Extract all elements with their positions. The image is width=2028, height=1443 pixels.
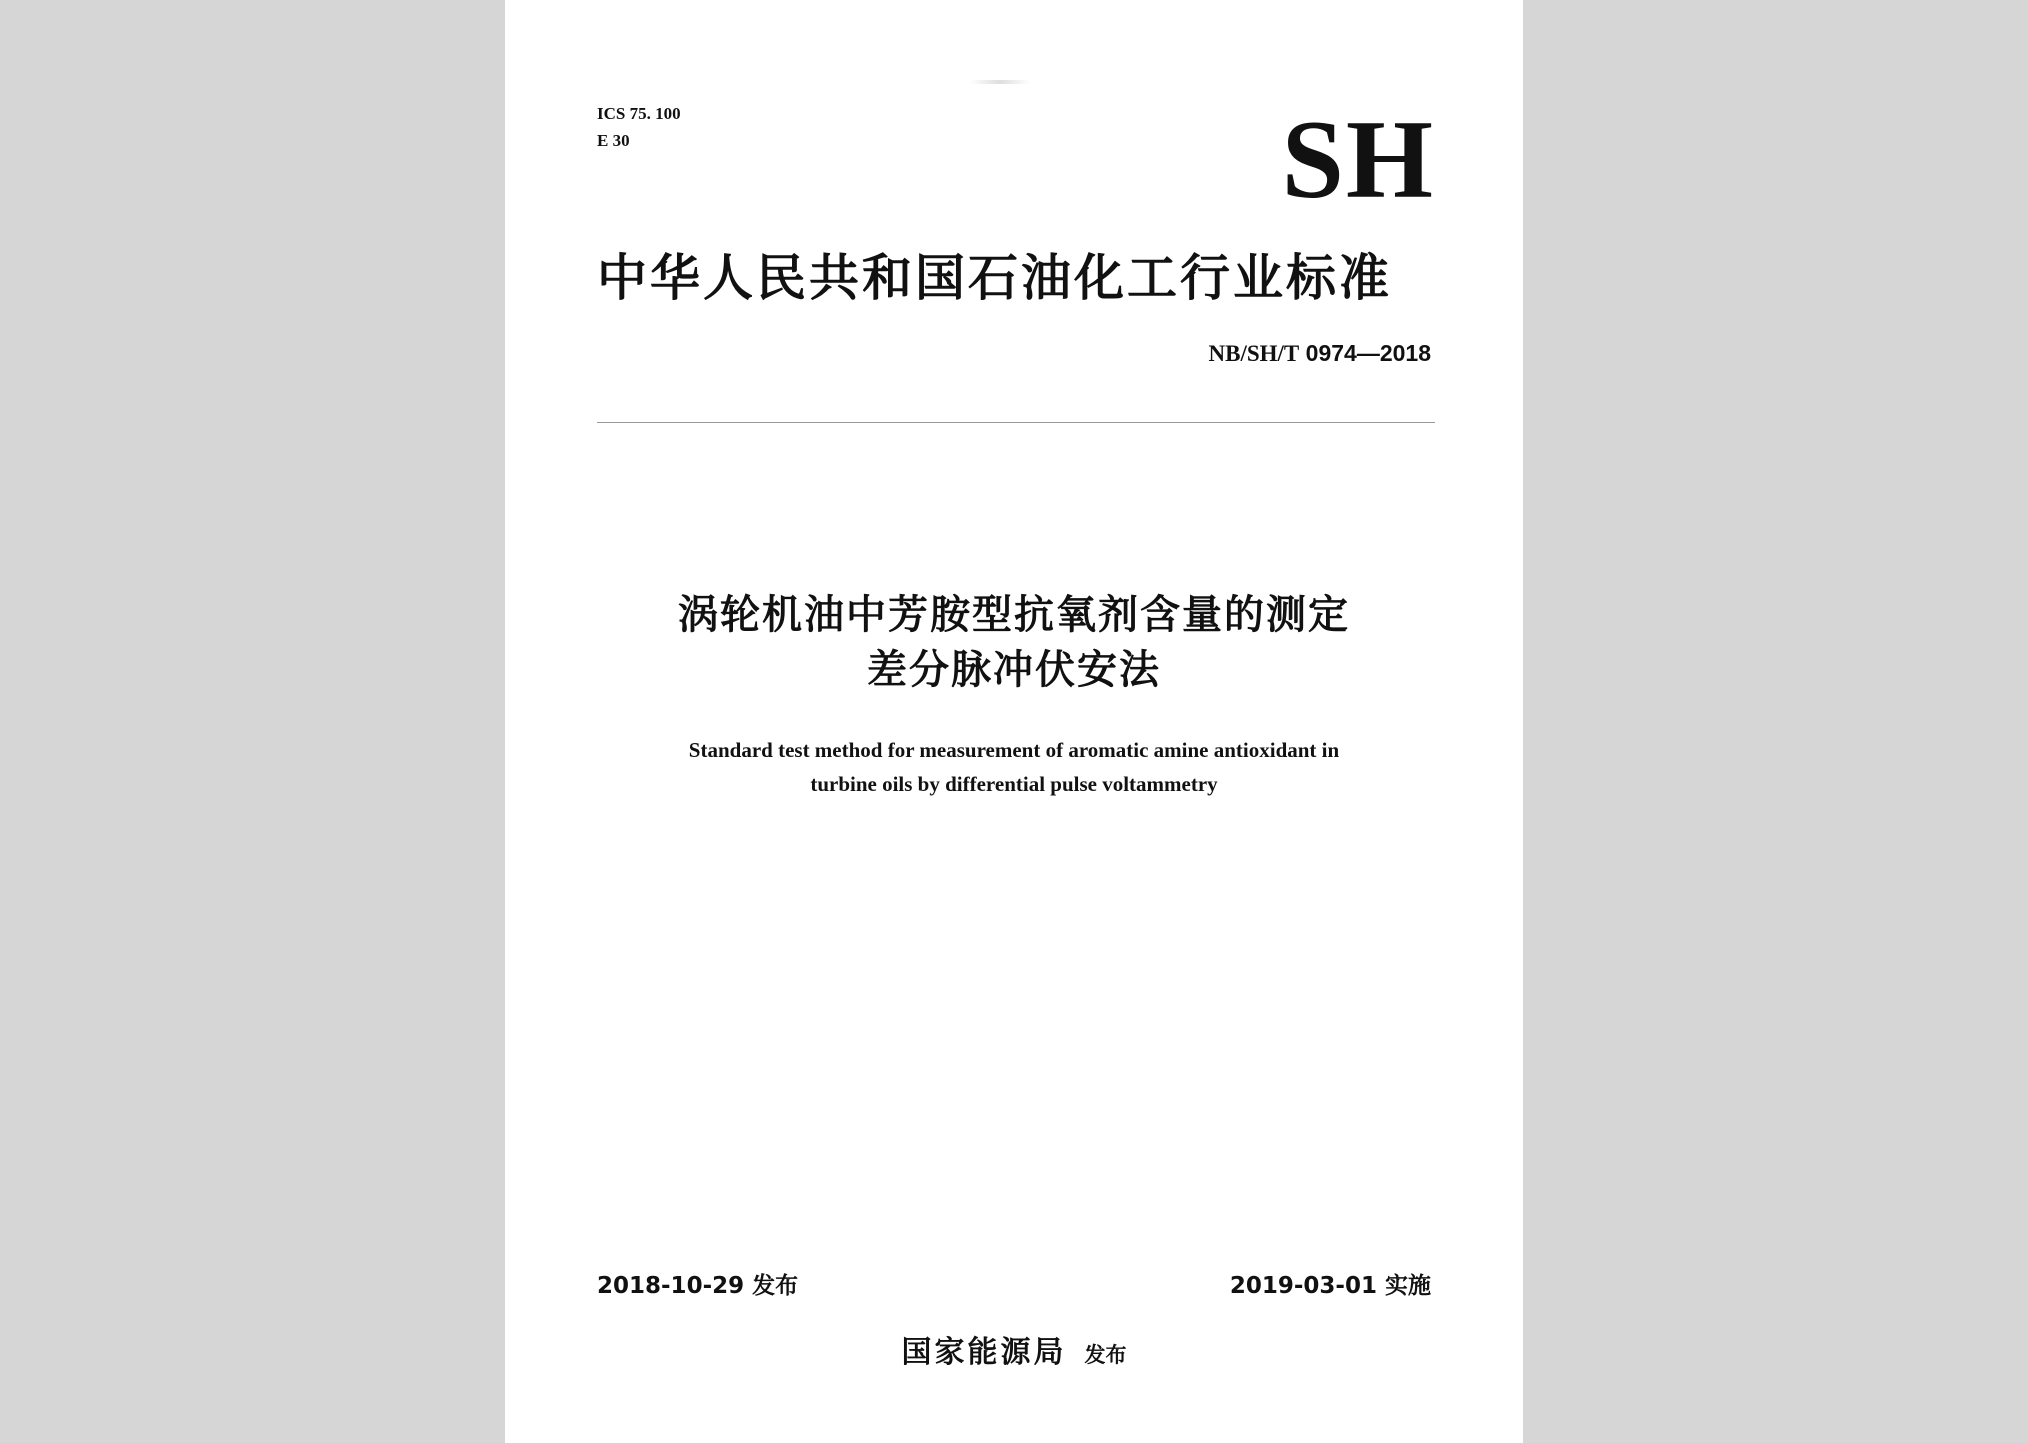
chinese-title-line-1: 涡轮机油中芳胺型抗氧剂含量的测定 [678, 592, 1350, 638]
issuing-authority [505, 1327, 1523, 1371]
standard-category: 中华人民共和国石油化工行业标准 [597, 249, 1392, 307]
issuer-name: 国家能源局 [901, 1335, 1067, 1370]
document-page [505, 0, 1523, 1443]
implementation-date [1230, 1267, 1431, 1300]
standard-mark: SH [1281, 98, 1435, 222]
ics-code: ICS 75. 100 [597, 104, 681, 123]
standard-number-prefix: NB/SH/T [1208, 341, 1300, 366]
english-title-line-1: Standard test method for measurement of aromatic amine antioxidant in [688, 738, 1340, 762]
classification-codes [597, 100, 681, 154]
publish-date-value: 2018-10-29 [597, 1273, 745, 1299]
chinese-title [505, 588, 1523, 698]
issuer-label: 发布 [1084, 1343, 1127, 1367]
scan-artifact [970, 80, 1030, 84]
english-title [505, 733, 1523, 801]
ccs-code: E 30 [597, 131, 630, 150]
publish-date-label: 发布 [752, 1273, 799, 1299]
header-divider [597, 422, 1435, 423]
standard-number [1209, 340, 1432, 367]
standard-number-value: 0974—2018 [1305, 340, 1431, 366]
english-title-line-2: turbine oils by differential pulse voltammetry [810, 772, 1218, 796]
chinese-title-line-2: 差分脉冲伏安法 [867, 647, 1161, 693]
publish-date [597, 1267, 798, 1300]
implementation-date-value: 2019-03-01 [1229, 1273, 1377, 1299]
implementation-date-label: 实施 [1385, 1273, 1431, 1299]
